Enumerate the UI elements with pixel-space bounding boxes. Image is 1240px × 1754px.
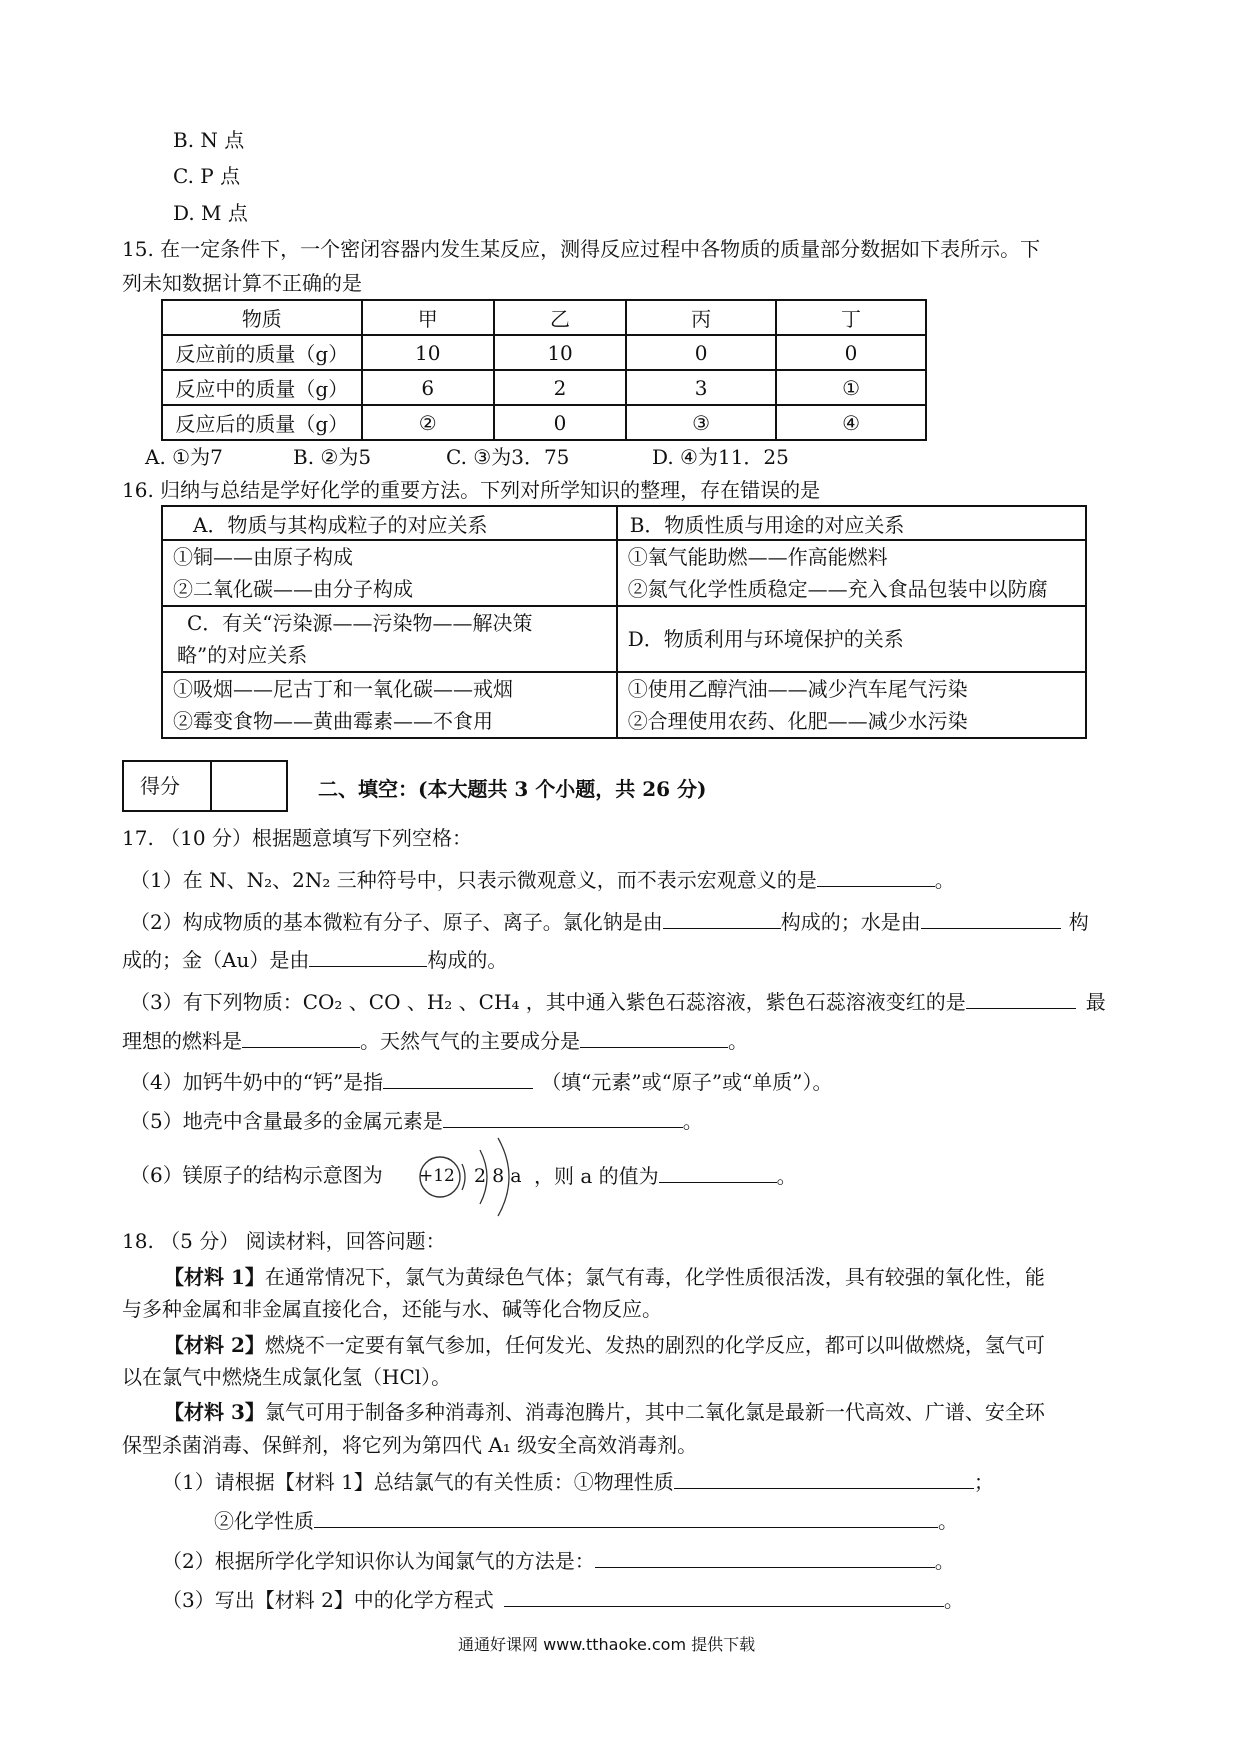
q17-part5-text-a: （5）地壳中含量最多的金属元素是 <box>130 1109 443 1133</box>
q17-part3-text-a: （3）有下列物质：CO₂ 、CO 、H₂ 、CH₄ ，其中通入紫色石蕊溶液，紫色石蕊溶液变红的是 <box>130 990 966 1014</box>
answer-blank[interactable] <box>314 1505 938 1528</box>
q17-part3-line2 <box>122 1025 748 1056</box>
table-header-row <box>162 300 926 335</box>
q18-material1-line2: 与多种金属和非金属直接化合，还能与水、碱等化合物反应。 <box>122 1297 662 1321</box>
q15-option-b: B. ②为5 <box>293 445 372 469</box>
table-cell: 反应前的质量（g） <box>162 335 362 370</box>
list-item: ②二氧化碳——由分子构成 <box>173 577 413 601</box>
answer-blank[interactable] <box>504 1584 944 1607</box>
list-item: ①氧气能助燃——作高能燃料 <box>627 545 888 569</box>
q16-a-head: A．物质与其构成粒子的对应关系 <box>162 506 617 540</box>
q18-part1-text-b: ； <box>973 1470 994 1494</box>
material-tag: 【材料 2】 <box>164 1333 265 1357</box>
q15-option-d: D. ④为11．25 <box>652 445 789 469</box>
answer-blank[interactable] <box>674 1466 974 1489</box>
q18-part3-text-a: （3）写出【材料 2】中的化学方程式 <box>162 1588 494 1612</box>
q18-material2-line2: 以在氯气中燃烧生成氯化氢（HCl）。 <box>122 1365 452 1389</box>
q17-part1 <box>130 864 955 895</box>
q16-c-head-line2: 略”的对应关系 <box>177 643 308 667</box>
q15-stem-line1: 15. 在一定条件下，一个密闭容器内发生某反应，测得反应过程中各物质的质量部分数据如下表所示。下 <box>122 237 1041 261</box>
table-header-cell: 乙 <box>494 300 626 335</box>
q15-stem-line2: 列未知数据计算不正确的是 <box>122 271 362 295</box>
answer-blank[interactable] <box>659 1160 777 1183</box>
answer-blank[interactable] <box>580 1025 728 1048</box>
table-cell: 反应后的质量（g） <box>162 405 362 440</box>
table-header-cell: 物质 <box>162 300 362 335</box>
list-item: ②合理使用农药、化肥——减少水污染 <box>627 709 968 733</box>
q15-mass-table <box>161 299 927 441</box>
list-item: ①铜——由原子构成 <box>173 545 353 569</box>
q17-part1-end: 。 <box>934 868 955 892</box>
q18-stem: 18. （5 分） 阅读材料，回答问题： <box>122 1229 446 1253</box>
list-item: ②氮气化学性质稳定——充入食品包装中以防腐 <box>627 577 1048 601</box>
q17-part6-tail <box>534 1160 797 1191</box>
q17-stem: 17. （10 分）根据题意填写下列空格： <box>122 826 472 850</box>
answer-blank[interactable] <box>242 1025 360 1048</box>
q17-part2-text-e: 构成的。 <box>427 948 508 972</box>
answer-blank[interactable] <box>663 906 781 929</box>
q18-material2-line1 <box>164 1330 1045 1360</box>
table-row <box>162 370 926 405</box>
answer-blank[interactable] <box>595 1545 935 1568</box>
q16-c-head-line1: C．有关“污染源——污染物——解决策 <box>187 611 533 635</box>
section-title: 二、填空：(本大题共 3 个小题，共 26 分) <box>318 777 707 801</box>
q18-material3-line1 <box>164 1397 1045 1427</box>
q17-part4-text-b: （填“元素”或“原子”或“单质”）。 <box>541 1070 833 1094</box>
table-cell: ④ <box>776 405 926 440</box>
q17-part3-text-b: 最 <box>1085 990 1106 1014</box>
table-cell: ① <box>776 370 926 405</box>
q17-part5-text-b: 。 <box>682 1109 703 1133</box>
q14-option-c: C. P 点 <box>173 164 241 188</box>
score-box <box>122 760 288 812</box>
table-header-cell: 丙 <box>626 300 776 335</box>
table-cell: ② <box>362 405 494 440</box>
table-row <box>162 405 926 440</box>
material-tag: 【材料 3】 <box>164 1400 265 1424</box>
q17-part6-text-b: ，则 a 的值为 <box>534 1164 659 1188</box>
q16-summary-table <box>161 505 1087 739</box>
score-label: 得分 <box>140 774 180 798</box>
list-item: ①使用乙醇汽油——减少汽车尾气污染 <box>627 677 968 701</box>
q17-part2-text-a: （2）构成物质的基本微粒有分子、原子、离子。氯化钠是由 <box>130 910 663 934</box>
answer-blank[interactable] <box>383 1066 533 1089</box>
q18-part1-line1 <box>162 1466 994 1497</box>
q18-part3 <box>162 1584 964 1615</box>
q17-part6-text-c: 。 <box>776 1164 797 1188</box>
table-cell: 反应中的质量（g） <box>162 370 362 405</box>
answer-blank[interactable] <box>817 864 935 887</box>
q18-part1-text-d: 。 <box>938 1509 958 1533</box>
answer-blank[interactable] <box>966 986 1076 1009</box>
atom-nucleus-charge: +12 <box>419 1166 455 1186</box>
q15-option-a: A. ①为7 <box>145 445 223 469</box>
q16-d-head: D．物质利用与环境保护的关系 <box>617 606 1086 672</box>
list-item: ②霉变食物——黄曲霉素——不食用 <box>173 709 493 733</box>
q17-part2-text-b: 构成的；水是由 <box>780 910 921 934</box>
table-cell: ③ <box>626 405 776 440</box>
q16-stem: 16. 归纳与总结是学好化学的重要方法。下列对所学知识的整理，存在错误的是 <box>122 478 821 502</box>
table-cell: 0 <box>776 335 926 370</box>
table-cell: 10 <box>494 335 626 370</box>
q17-part4 <box>130 1066 833 1097</box>
list-item: ①吸烟——尼古丁和一氧化碳——戒烟 <box>173 677 513 701</box>
material-text: 在通常情况下，氯气为黄绿色气体；氯气有毒，化学性质很活泼，具有较强的氧化性，能 <box>264 1265 1045 1289</box>
table-header-cell: 丁 <box>776 300 926 335</box>
q17-part2-text-d: 成的；金（Au）是由 <box>122 948 310 972</box>
score-box-divider <box>210 762 212 810</box>
q16-c-body <box>162 672 617 738</box>
table-cell: 0 <box>494 405 626 440</box>
q15-option-c: C. ③为3．75 <box>446 445 570 469</box>
page-footer: 通通好课网 www.tthaoke.com 提供下载 <box>458 1635 756 1654</box>
q17-part2-text-c: 构 <box>1068 910 1089 934</box>
q18-part2-text-a: （2）根据所学化学知识你认为闻氯气的方法是： <box>162 1549 595 1573</box>
q18-part2-text-b: 。 <box>934 1549 955 1573</box>
shell-arc-1 <box>462 1164 465 1190</box>
q16-b-body <box>617 540 1086 606</box>
q17-part2-line2 <box>122 944 507 975</box>
answer-blank[interactable] <box>443 1105 683 1128</box>
q18-material3-line2: 保型杀菌消毒、保鲜剂，将它列为第四代 A₁ 级安全高效消毒剂。 <box>122 1433 698 1457</box>
table-cell: 6 <box>362 370 494 405</box>
q17-part4-text-a: （4）加钙牛奶中的“钙”是指 <box>130 1070 384 1094</box>
table-cell: 3 <box>626 370 776 405</box>
q18-part3-text-b: 。 <box>943 1588 964 1612</box>
material-text: 燃烧不一定要有氧气参加，任何发光、发热的剧烈的化学反应，都可以叫做燃烧，氢气可 <box>264 1333 1045 1357</box>
q16-c-head <box>162 606 617 672</box>
q17-part1-text: （1）在 N、N₂、2N₂ 三种符号中，只表示微观意义，而不表示宏观意义的是 <box>130 868 817 892</box>
q17-part3-line1 <box>130 986 1106 1017</box>
table-cell: 0 <box>626 335 776 370</box>
q17-part3-text-d: 。天然气气的主要成分是 <box>360 1029 580 1053</box>
q16-b-head: B．物质性质与用途的对应关系 <box>617 506 1086 540</box>
q18-part2 <box>162 1545 955 1576</box>
atom-shell-electrons: 2 8 a <box>474 1165 522 1187</box>
answer-blank[interactable] <box>921 906 1061 929</box>
material-text: 氯气可用于制备多种消毒剂、消毒泡腾片，其中二氧化氯是最新一代高效、广谱、安全环 <box>264 1400 1045 1424</box>
q18-part1-text-a: （1）请根据【材料 1】总结氯气的有关性质：①物理性质 <box>162 1470 674 1494</box>
table-cell: 10 <box>362 335 494 370</box>
q16-a-body <box>162 540 617 606</box>
q17-part2-line1 <box>130 906 1089 937</box>
material-tag: 【材料 1】 <box>164 1265 265 1289</box>
q14-option-d: D. M 点 <box>173 201 248 225</box>
answer-blank[interactable] <box>309 944 427 967</box>
q18-material1-line1 <box>164 1262 1045 1292</box>
q17-part6-text-a: （6）镁原子的结构示意图为 <box>130 1163 383 1187</box>
q14-option-b: B. N 点 <box>173 128 245 152</box>
table-header-cell: 甲 <box>362 300 494 335</box>
q17-part3-text-c: 理想的燃料是 <box>122 1029 242 1053</box>
q17-part3-text-e: 。 <box>728 1029 748 1053</box>
q18-part1-text-c: ②化学性质 <box>214 1509 314 1533</box>
table-cell: 2 <box>494 370 626 405</box>
table-row <box>162 335 926 370</box>
q16-d-body <box>617 672 1086 738</box>
q18-part1-line2 <box>214 1505 958 1536</box>
